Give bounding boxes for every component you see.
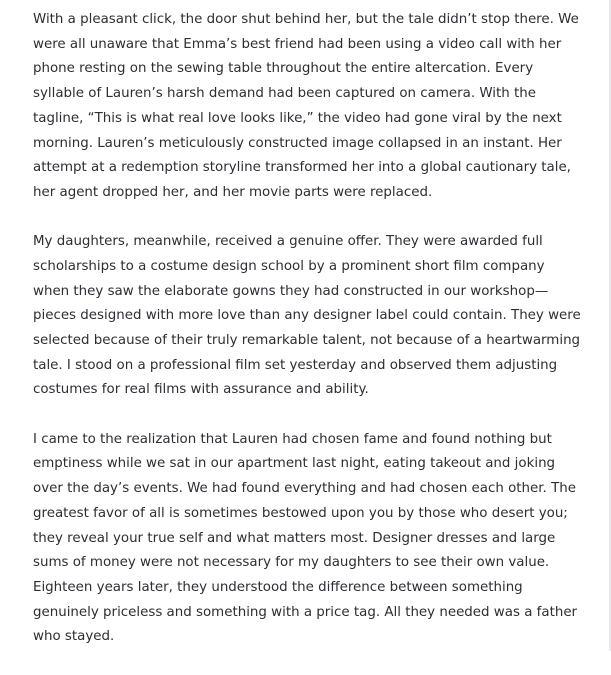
article-body [33, 8, 583, 675]
paragraph-3: I came to the realization that Lauren had chosen fame and found nothing but emptiness while we sat in our apartment last night, eating takeout and joking over the day’s events. We had found everything and had chosen each other. The greatest favor of all is sometimes bestowed upon you by those who desert you; they reveal your true self and what matters most. Designer dresses and large sums of money were not necessary for my daughters to see their own value. Eighteen years later, they understood the difference between something genuinely priceless and something with a price tag. All they needed was a father who stayed. [33, 431, 578, 645]
paragraph-1: With a pleasant click, the door shut behind her, but the tale didn’t stop there. We were all unaware that Emma’s best friend had been using a video call with her phone resting on the sewing table throughout the entire altercation. Every syllable of Lauren’s harsh demand had been captured on camera. With the tagline, “This is what real love looks like,” the video had gone viral by the next morning. Lauren’s meticulously constructed image collapsed in an instant. Her attempt at a redemption storyline transformed her into a global cautionary tale, her agent dropped her, and her movie parts were replaced. [33, 12, 579, 200]
paragraph-2: My daughters, meanwhile, received a genuine offer. They were awarded full scholarships to a costume design school by a prominent short film company when they saw the elaborate gowns they had constructed in our workshop—pieces designed with more love than any designer label could contain. They were selected because of their truly remarkable talent, not because of a heartwarming tale. I stood on a professional film set yesterday and observed them adjusting costumes for real films with assurance and ability. [33, 234, 581, 398]
